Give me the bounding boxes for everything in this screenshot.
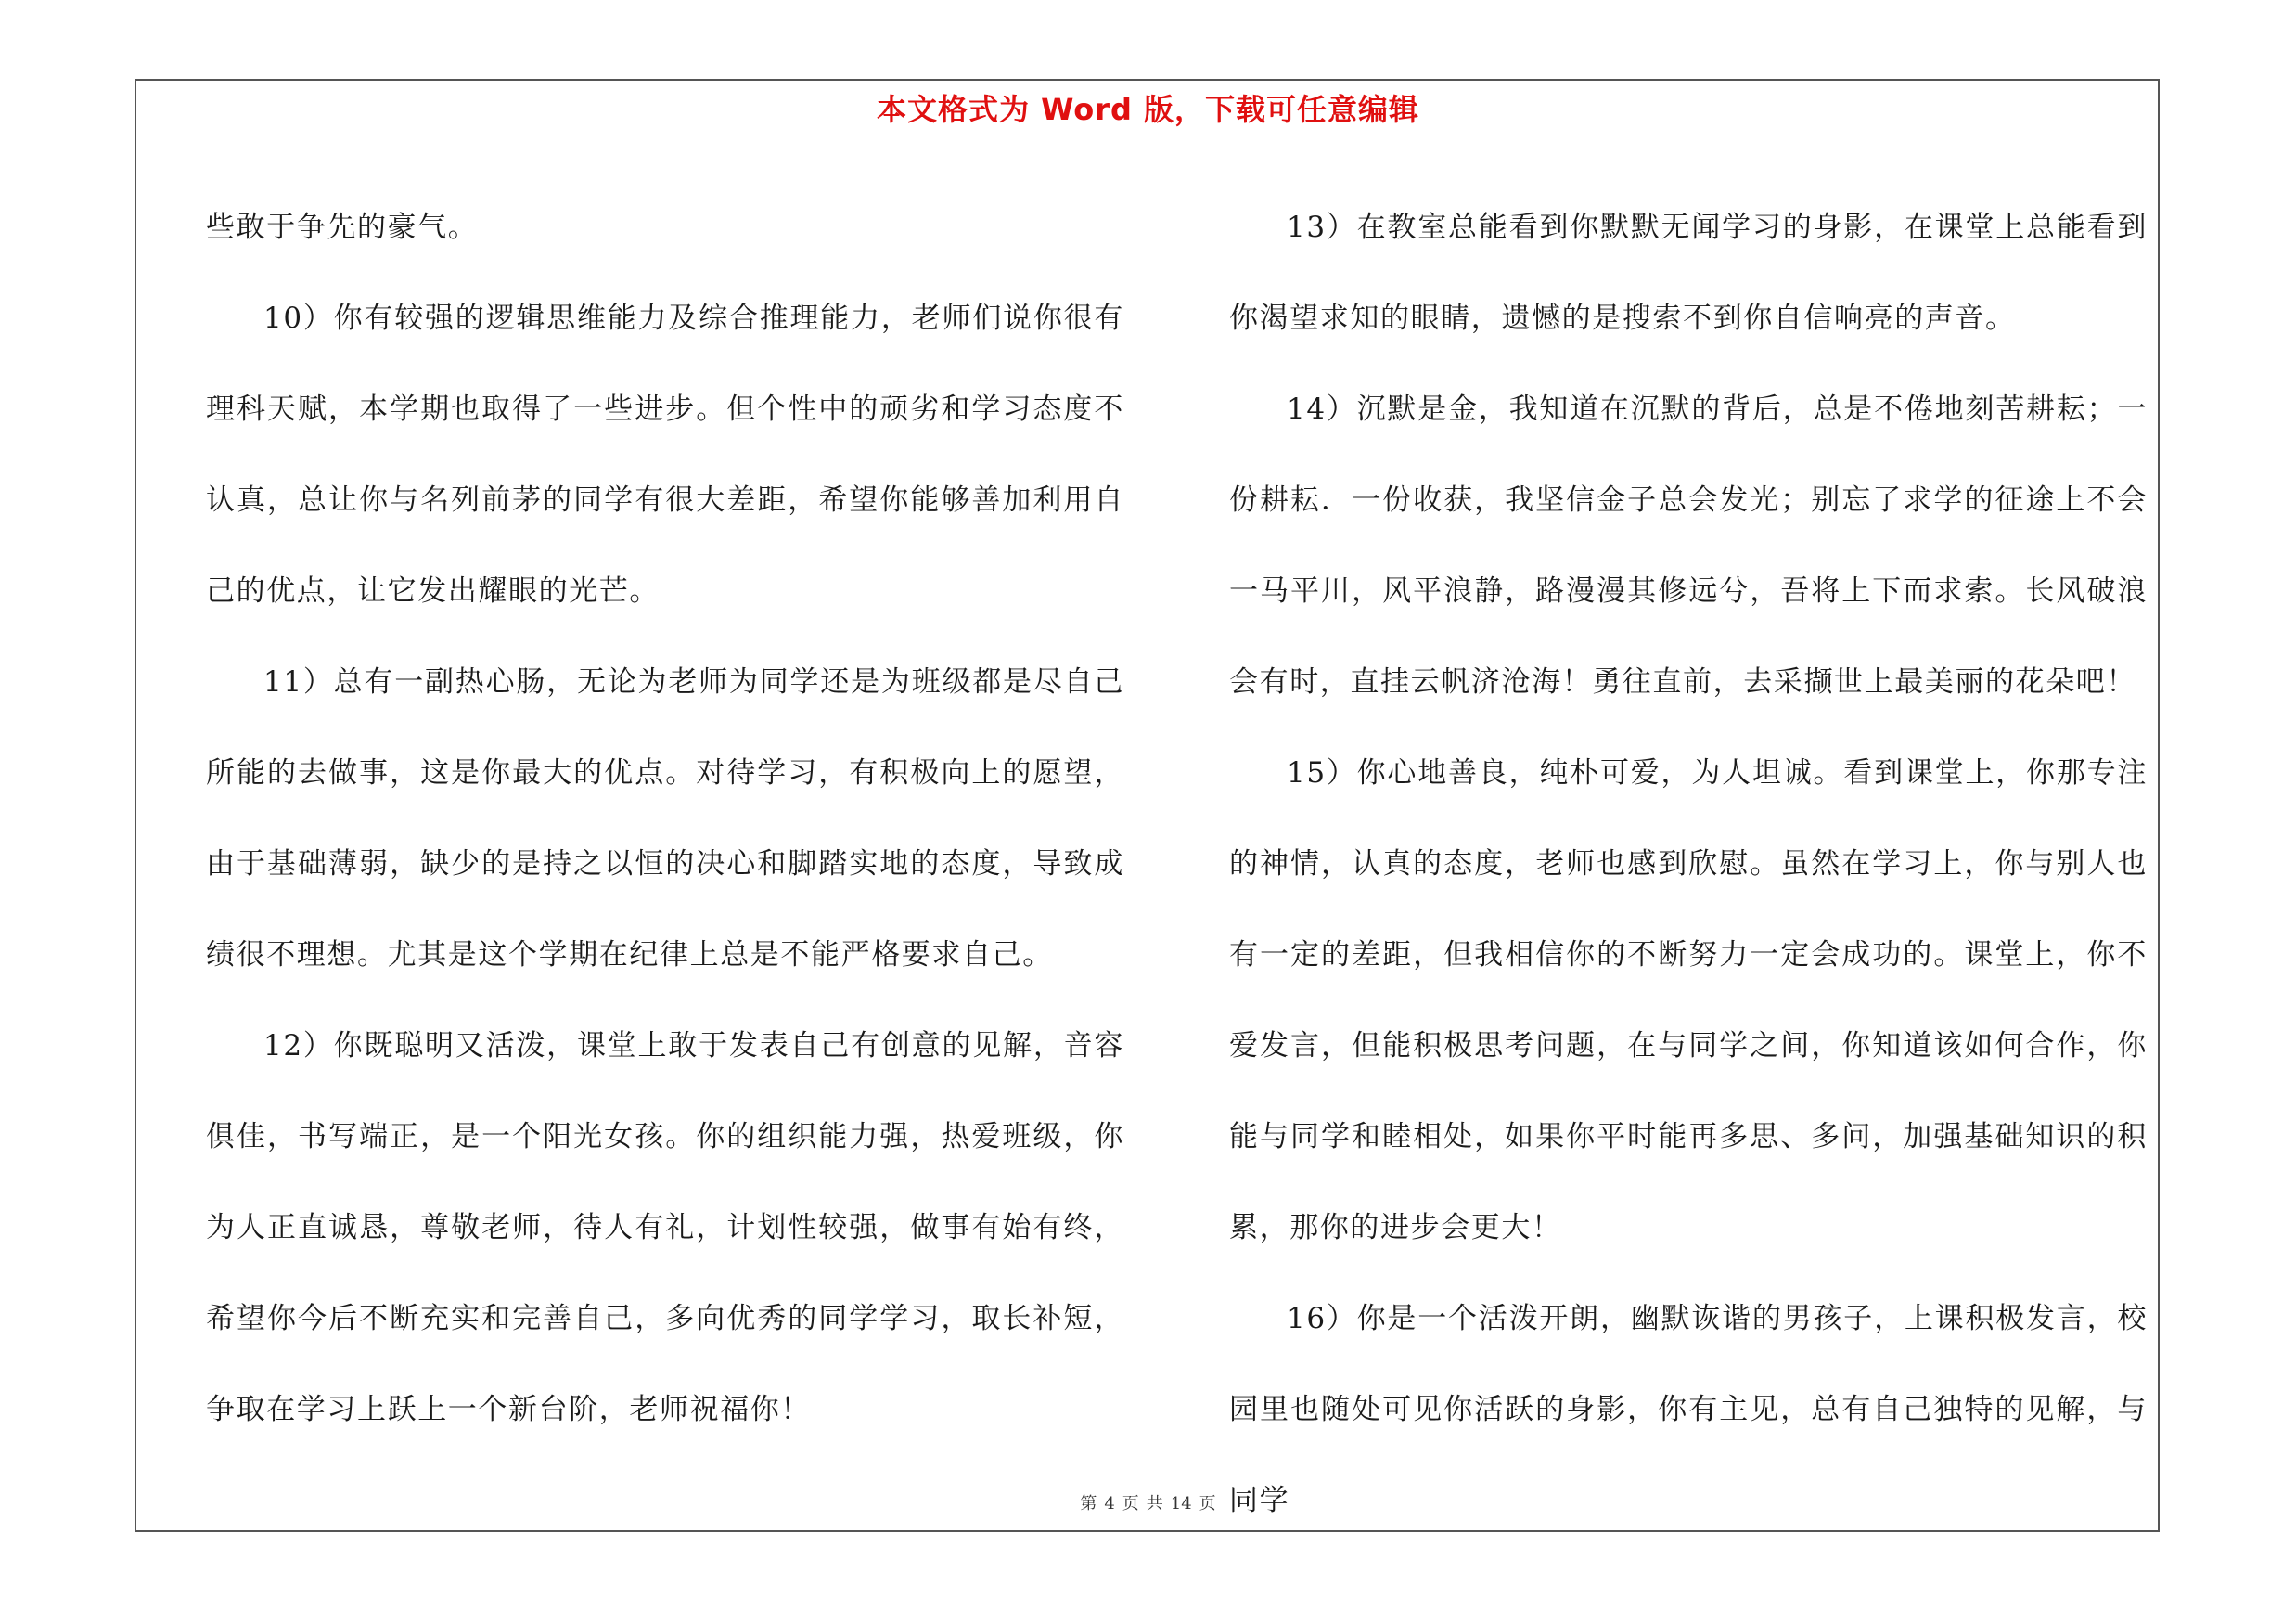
paragraph-16: 16）你是一个活泼开朗，幽默诙谐的男孩子，上课积极发言，校园里也随处可见你活跃的身影，你有主见，总有自己独特的见解，与同学 (1229, 1302, 2148, 1517)
paragraph-12: 12）你既聪明又活泼，课堂上敢于发表自己有创意的见解，音容俱佳，书写端正，是一个阳光女孩。你的组织能力强，热爱班级，你为人正直诚恳，尊敬老师，待人有礼，计划性较强，做事有始有终，希望你今后不断充实和完善自己，多向优秀的同学学习，取长补短，争取在学习上跃上一个新台阶，老师祝福你！ (206, 1029, 1124, 1426)
paragraph-11: 11）总有一副热心肠，无论为老师为同学还是为班级都是尽自己所能的去做事，这是你最大的优点。对待学习，有积极向上的愿望，由于基础薄弱，缺少的是持之以恒的决心和脚踏实地的态度，导致成绩很不理想。尤其是这个学期在纪律上总是不能严格要求自己。 (206, 665, 1124, 972)
paragraph-13: 13）在教室总能看到你默默无闻学习的身影，在课堂上总能看到你渴望求知的眼睛，遗憾的是搜索不到你自信响亮的声音。 (1229, 211, 2148, 335)
footer-suffix: 页 (1199, 1494, 1216, 1514)
right-column (1229, 182, 2148, 1546)
paragraph-continued: 些敢于争先的豪气。 (206, 211, 479, 244)
footer-total-prefix: 共 (1146, 1494, 1163, 1514)
total-pages-number: 14 (1170, 1494, 1192, 1514)
footer-prefix: 第 (1080, 1494, 1097, 1514)
page-number-footer (0, 1490, 2296, 1518)
current-page-number: 4 (1104, 1494, 1115, 1514)
paragraph-15: 15）你心地善良，纯朴可爱，为人坦诚。看到课堂上，你那专注的神情，认真的态度，老师也感到欣慰。虽然在学习上，你与别人也有一定的差距，但我相信你的不断努力一定会成功的。课堂上，你不爱发言，但能积极思考问题，在与同学之间，你知道该如何合作，你能与同学和睦相处，如果你平时能再多思、多问，加强基础知识的积累，那你的进步会更大！ (1229, 756, 2148, 1244)
word-format-banner: 本文格式为 Word 版，下载可任意编辑 (876, 92, 1420, 127)
left-column (206, 182, 1124, 1455)
footer-page-word: 页 (1122, 1494, 1139, 1514)
paragraph-10: 10）你有较强的逻辑思维能力及综合推理能力，老师们说你很有理科天赋，本学期也取得了一些进步。但个性中的顽劣和学习态度不认真，总让你与名列前茅的同学有很大差距，希望你能够善加利用自己的优点，让它发出耀眼的光芒。 (206, 302, 1124, 608)
paragraph-14: 14）沉默是金，我知道在沉默的背后，总是不倦地刻苦耕耘；一份耕耘．一份收获，我坚信金子总会发光；别忘了求学的征途上不会一马平川，风平浪静，路漫漫其修远兮，吾将上下而求索。长风破浪会有时，直挂云帆济沧海！勇往直前，去采撷世上最美丽的花朵吧！ (1229, 393, 2148, 699)
